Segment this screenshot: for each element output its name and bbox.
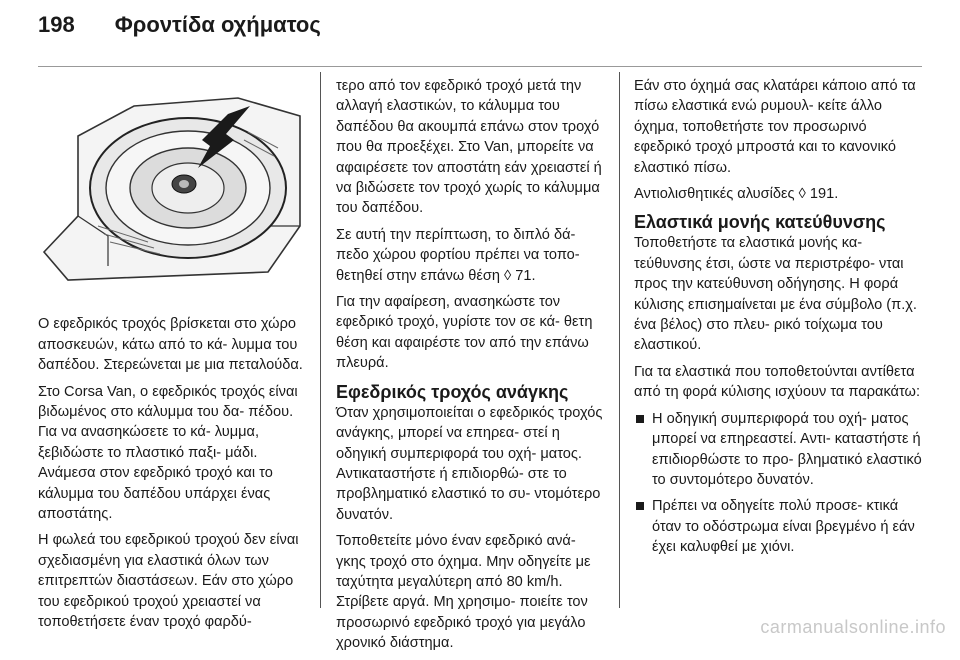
- column-3: [634, 76, 924, 564]
- paragraph: Για την αφαίρεση, ανασηκώστε τον εφεδρικό τροχό, γυρίστε τον σε κά- θετη θέση και αφαιρέστε τον από την επάνω πλευρά.: [336, 294, 593, 372]
- section-heading: Εφεδρικός τροχός ανάγκης: [336, 381, 569, 402]
- paragraph: Για τα ελαστικά που τοποθετούνται αντίθετα από τη φορά κύλισης ισχύουν τα παρακάτω:: [634, 363, 921, 401]
- paragraph: Τοποθετήστε τα ελαστικά μονής κα- τεύθυνσης έτσι, ώστε να περιστρέφο- νται προς την κατεύθυνση οδήγησης. Η φορά κύλισης επισημαίνεται με ένα σύμβολο (π.χ. ένα βέλος) στο πλευ- ρικό τοίχωμα του ελαστικού.: [634, 235, 917, 354]
- paragraph: Στο Corsa Van, ο εφεδρικός τροχός είναι βιδωμένος στο κάλυμμα του δα- πέδου. Για να ανασηκώσετε το κά- λυμμα, ξεβιδώστε το πλαστικό παξι- μάδι. Ανάμεσα στον εφεδρικό τροχό και το κάλυμμα του δαπέδου υπάρχει ένας αποστάτης.: [38, 383, 298, 523]
- header-rule: [38, 66, 922, 67]
- paragraph: Ο εφεδρικός τροχός βρίσκεται στο χώρο αποσκευών, κάτω από το κά- λυμμα του δαπέδου. Στερεώνεται με μια πεταλούδα.: [38, 316, 303, 374]
- paragraph: Τοποθετείτε μόνο έναν εφεδρικό ανά- γκης τροχό στο όχημα. Μην οδηγείτε με ταχύτητα μεγαλύτερη από 80 km/h. Στρίβετε αργά. Μη χρησιμο- ποιείτε τον προσωρινό εφεδρικό τροχό για μεγάλο χρονικό διάστημα.: [336, 533, 591, 652]
- page-header: [38, 12, 321, 52]
- paragraph: Αντιολισθητικές αλυσίδες ◊ 191.: [634, 186, 839, 203]
- column-divider-1: [320, 72, 321, 608]
- paragraph: Όταν χρησιμοποιείται ο εφεδρικός τροχός ανάγκης, μπορεί να επηρεα- στεί η οδηγική συμπεριφορά του οχή- ματος. Αντικαταστήστε ή επιδιορθώ- στε το προβληματικό ελαστικό το συ- ντομότερο δυνατόν.: [336, 404, 603, 523]
- paragraph: τερο από τον εφεδρικό τροχό μετά την αλλαγή ελαστικών, το κάλυμμα του δαπέδου θα ακουμπά επάνω στον τροχό που θα προεξέχει. Στο Van, μπορείτε να αφαιρέσετε τον αποστάτη εάν χρειαστεί ή να βιδώσετε τον τροχό χωρίς το κάλυμμα του δαπέδου.: [336, 78, 602, 217]
- list-item: Η οδηγική συμπεριφορά του οχή- ματος μπορεί να επηρεαστεί. Αντι- καταστήστε ή επιδιορθώστε το προ- βληματικό ελαστικό το συντομότερο δυνατόν.: [634, 409, 924, 491]
- column-2: [336, 76, 608, 660]
- page-title: Φροντίδα οχήματος: [114, 12, 321, 37]
- paragraph: Εάν στο όχημά σας κλατάρει κάποιο από τα πίσω ελαστικά ενώ ρυμουλ- κείτε άλλο όχημα, τοποθετήστε τον προσωρινό εφεδρικό τροχό μπροστά και το κανονικό ελαστικό πίσω.: [634, 78, 916, 176]
- watermark: carmanualsonline.info: [760, 617, 946, 637]
- spare-wheel-illustration: [38, 76, 308, 288]
- paragraph: Η φωλεά του εφεδρικού τροχού δεν είναι σχεδιασμένη για ελαστικά όλων των επιτρεπτών διαστάσεων. Εάν στο χώρο του εφεδρικού τροχού χρειαστεί να τοποθετήσετε έναν τροχό φαρδύ-: [38, 532, 299, 631]
- section-heading: Ελαστικά μονής κατεύθυνσης: [634, 212, 886, 233]
- column-divider-2: [619, 72, 620, 608]
- page-number: 198: [38, 12, 75, 37]
- list-item: Πρέπει να οδηγείτε πολύ προσε- κτικά όταν το οδόστρωμα είναι βρεγμένο ή εάν έχει καλυφθεί με χιόνι.: [634, 496, 924, 557]
- column-1: [38, 76, 308, 639]
- paragraph: Σε αυτή την περίπτωση, το διπλό δά- πεδο χώρου φορτίου πρέπει να τοπο- θετηθεί στην επάνω θέση ◊ 71.: [336, 226, 580, 284]
- bullet-list: [634, 409, 924, 558]
